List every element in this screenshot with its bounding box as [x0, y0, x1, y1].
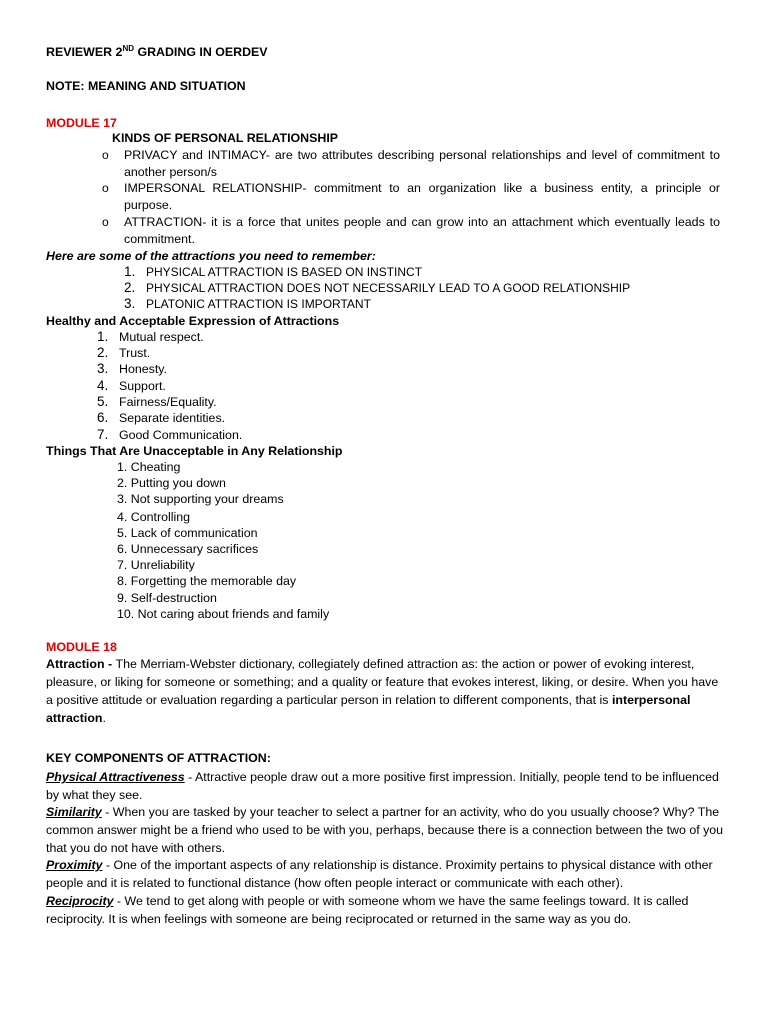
- remember-item: PHYSICAL ATTRACTION IS BASED ON INSTINCT: [146, 265, 423, 279]
- list-number: 3.: [124, 296, 136, 311]
- healthy-item: Mutual respect.: [119, 330, 204, 344]
- healthy-heading: Healthy and Acceptable Expression of Attractions: [46, 314, 340, 328]
- unacceptable-item: 4. Controlling: [117, 510, 191, 524]
- remember-item: PLATONIC ATTRACTION IS IMPORTANT: [146, 297, 371, 311]
- unacceptable-heading: Things That Are Unacceptable in Any Relationship: [46, 444, 343, 458]
- healthy-item: Fairness/Equality.: [119, 395, 217, 409]
- component-proximity: Proximity - One of the important aspects of any relationship is distance. Proximity pertains to physical distance with other people and it is related to functional distance (how often people interact or communicate with each other).: [46, 858, 713, 890]
- healthy-item: Separate identities.: [119, 411, 226, 425]
- document-title: REVIEWER 2ND GRADING IN OERDEV: [46, 43, 268, 59]
- list-number: 4.: [97, 378, 109, 393]
- document-note: NOTE: MEANING AND SITUATION: [46, 79, 246, 93]
- bullet-marker: o: [102, 181, 109, 195]
- component-term: Proximity: [46, 858, 103, 872]
- unacceptable-item: 6. Unnecessary sacrifices: [117, 542, 259, 556]
- unacceptable-item: 7. Unreliability: [117, 558, 195, 572]
- unacceptable-item: 9. Self-destruction: [117, 591, 217, 605]
- unacceptable-item: 3. Not supporting your dreams: [117, 492, 284, 506]
- list-number: 1.: [124, 264, 136, 279]
- list-number: 2.: [97, 345, 109, 360]
- unacceptable-item: 5. Lack of communication: [117, 526, 258, 540]
- healthy-item: Support.: [119, 379, 166, 393]
- unacceptable-item: 1. Cheating: [117, 460, 181, 474]
- unacceptable-item: 2. Putting you down: [117, 476, 226, 490]
- attraction-term: Attraction: [46, 657, 105, 671]
- component-term: Similarity: [46, 805, 102, 819]
- component-term: Reciprocity: [46, 894, 114, 908]
- list-number: 7.: [97, 427, 109, 442]
- bullet-marker: o: [102, 148, 109, 162]
- kinds-heading: KINDS OF PERSONAL RELATIONSHIP: [112, 131, 339, 145]
- remember-item: PHYSICAL ATTRACTION DOES NOT NECESSARILY LEAD TO A GOOD RELATIONSHIP: [146, 281, 631, 295]
- healthy-item: Honesty.: [119, 362, 167, 376]
- kinds-item: PRIVACY and INTIMACY- are two attributes describing personal relationships and level of commitment to another person/s: [124, 148, 720, 179]
- component-reciprocity: Reciprocity - We tend to get along with people or with someone whom we have the same feelings toward. It is called reciprocity. It is when feelings with someone are being reciprocated or returned in the same way as you do.: [46, 894, 689, 926]
- kinds-item: ATTRACTION- it is a force that unites people and can grow into an attachment which eventually leads to commitment.: [124, 215, 720, 246]
- component-similarity: Similarity - When you are tasked by your teacher to select a partner for an activity, who do you usually choose? Why? The common answer might be a friend who used to be with you, perhaps, because there is a connection between the two of you that you do not have with others.: [46, 805, 724, 855]
- component-term: Physical Attractiveness: [46, 770, 185, 784]
- list-number: 2.: [124, 280, 136, 295]
- healthy-item: Good Communication.: [119, 428, 243, 442]
- bullet-marker: o: [102, 215, 109, 229]
- unacceptable-item: 10. Not caring about friends and family: [117, 607, 330, 621]
- list-number: 6.: [97, 410, 109, 425]
- unacceptable-item: 8. Forgetting the memorable day: [117, 574, 297, 588]
- component-physical-attractiveness: Physical Attractiveness - Attractive people draw out a more positive first impression. Initially, people tend to be influenced by what they see.: [46, 770, 719, 802]
- remember-heading: Here are some of the attractions you need to remember:: [46, 249, 376, 263]
- healthy-item: Trust.: [119, 346, 151, 360]
- kinds-item: IMPERSONAL RELATIONSHIP- commitment to an organization like a business entity, a principle or purpose.: [124, 181, 720, 212]
- list-number: 5.: [97, 394, 109, 409]
- interpersonal-attraction-term: interpersonal attraction: [46, 693, 691, 725]
- attraction-definition: Attraction - The Merriam-Webster dictionary, collegiately defined attraction as: the action or power of evoking interest, pleasure, or liking for someone or something; and a quality or feature that evokes interest, liking, or desire. When you have a positive attitude or evaluation regarding a particular person in relation to different components, that is interpersonal attraction.: [46, 657, 719, 725]
- list-number: 3.: [97, 361, 109, 376]
- key-components-heading: KEY COMPONENTS OF ATTRACTION:: [46, 751, 271, 765]
- list-number: 1.: [97, 329, 109, 344]
- module-18-heading: MODULE 18: [46, 640, 117, 654]
- module-17-heading: MODULE 17: [46, 116, 117, 130]
